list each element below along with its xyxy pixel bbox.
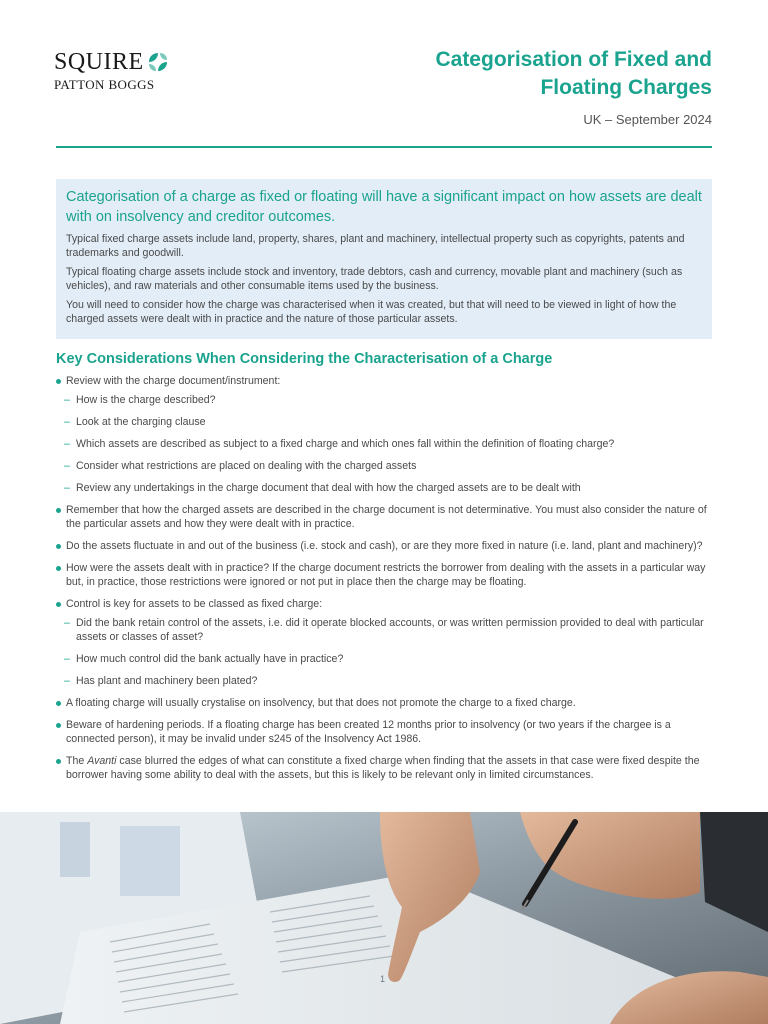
list-item — [56, 561, 716, 589]
document-title-line-2: Floating Charges — [540, 76, 712, 99]
dash-icon: – — [64, 653, 70, 665]
avanti-suffix: case blurred the edges of what can constitute a fixed charge when finding that the assets in that case were fixed despite the borrower having some ability to deal with the assets, but this is likely to be relevant only in limited circumstances. — [66, 755, 700, 781]
list-item — [56, 696, 716, 710]
sub-list-item — [56, 415, 716, 429]
list-item-text: Review with the charge document/instrument: — [66, 375, 281, 387]
sub-list-item — [56, 459, 716, 473]
logo-wordmark-squire: SQUIRE — [54, 49, 144, 75]
list-item-text: A floating charge will usually crystalise on insolvency, but that does not promote the charge to a fixed charge. — [66, 697, 576, 709]
list-item-text: Do the assets fluctuate in and out of the business (i.e. stock and cash), or are they more fixed in nature (i.e. land, plant and machinery)? — [66, 540, 703, 552]
sub-list-item — [56, 674, 716, 688]
document-header — [435, 46, 712, 127]
logo-leaf-icon — [147, 51, 169, 73]
list-item-text: Beware of hardening periods. If a floating charge has been created 12 months prior to insolvency (or two years if the chargee is a connected person), it may be invalid under s245 of the Insolvency Act 1986. — [66, 719, 671, 745]
list-item-text: How much control did the bank actually have in practice? — [76, 653, 344, 665]
avanti-case-name: Avanti — [87, 755, 117, 767]
list-item-text: How were the assets dealt with in practice? If the charge document restricts the borrower from dealing with the assets in a particular way but, in practice, those restrictions were ignored or not put in place then the charge may be floating. — [66, 562, 706, 588]
dash-icon: – — [64, 394, 70, 406]
list-item-text: Control is key for assets to be classed as fixed charge: — [66, 598, 323, 610]
dash-icon: – — [64, 617, 70, 629]
intro-callout — [56, 179, 712, 339]
sub-list-item — [56, 393, 716, 407]
bullet-icon — [56, 723, 61, 728]
paper-chart-graphic — [60, 822, 90, 877]
bullet-icon — [56, 544, 61, 549]
list-item-text: Remember that how the charged assets are described in the charge document is not determinative. You must also consider the nature of the particular assets and how they were dealt with in practice. — [66, 504, 707, 530]
document-title-line-1: Categorisation of Fixed and — [435, 48, 712, 71]
dash-icon: – — [64, 460, 70, 472]
sub-list-item — [56, 437, 716, 451]
section-heading: Key Considerations When Considering the Characterisation of a Charge — [56, 351, 553, 367]
list-item-text: How is the charge described? — [76, 394, 216, 406]
dash-icon: – — [64, 438, 70, 450]
list-item — [56, 718, 716, 746]
bullet-icon — [56, 759, 61, 764]
avanti-prefix: The — [66, 755, 88, 767]
list-item — [56, 503, 716, 531]
dash-icon: – — [64, 675, 70, 687]
bullet-icon — [56, 701, 61, 706]
list-item-avanti — [56, 754, 716, 782]
sub-list-item — [56, 616, 716, 644]
dash-icon: – — [64, 416, 70, 428]
photo-illustration — [0, 812, 768, 1024]
list-item — [56, 374, 716, 388]
callout-paragraph-floating-assets: Typical floating charge assets include stock and inventory, trade debtors, cash and currency, movable plant and machinery (such as vehicles), and raw materials and other consumable items used by the business. — [66, 266, 683, 292]
list-item — [56, 597, 716, 611]
list-item-text: Which assets are described as subject to a fixed charge and which ones fall within the definition of floating charge? — [76, 438, 615, 450]
bullet-icon — [56, 566, 61, 571]
company-logo — [54, 50, 194, 93]
paper-chart-graphic — [120, 826, 180, 896]
sub-list-item — [56, 652, 716, 666]
bullet-icon — [56, 602, 61, 607]
callout-paragraph-characterisation: You will need to consider how the charge was characterised when it was created, but that will need to be viewed in light of how the charged assets were dealt with in practice and the nature of those particular assets. — [66, 299, 677, 325]
list-item-text: Look at the charging clause — [76, 416, 206, 428]
callout-paragraph-fixed-assets: Typical fixed charge assets include land, property, shares, plant and machinery, intellectual property such as copyrights, patents and trademarks and goodwill. — [66, 233, 685, 259]
key-considerations-section — [56, 351, 716, 790]
hero-photo-hands-documents — [0, 812, 768, 1024]
list-item-text: Did the bank retain control of the assets, i.e. did it operate blocked accounts, or was written permission provided to deal with particular assets or classes of asset? — [76, 617, 704, 643]
sub-list-item — [56, 481, 716, 495]
dash-icon: – — [64, 482, 70, 494]
header-divider — [56, 146, 712, 148]
list-item — [56, 539, 716, 553]
bullet-icon — [56, 508, 61, 513]
document-date: UK – September 2024 — [583, 112, 712, 127]
list-item-text: Has plant and machinery been plated? — [76, 675, 258, 687]
callout-lead-text: Categorisation of a charge as fixed or floating will have a significant impact on how assets are dealt with on insolvency and creditor outcomes. — [66, 189, 702, 225]
page-number: 1 — [380, 974, 386, 984]
logo-wordmark-patton-boggs: PATTON BOGGS — [54, 77, 155, 92]
list-item-text: Review any undertakings in the charge document that deal with how the charged assets are to be dealt with — [76, 482, 581, 494]
bullet-icon — [56, 379, 61, 384]
list-item-text: Consider what restrictions are placed on dealing with the charged assets — [76, 460, 417, 472]
